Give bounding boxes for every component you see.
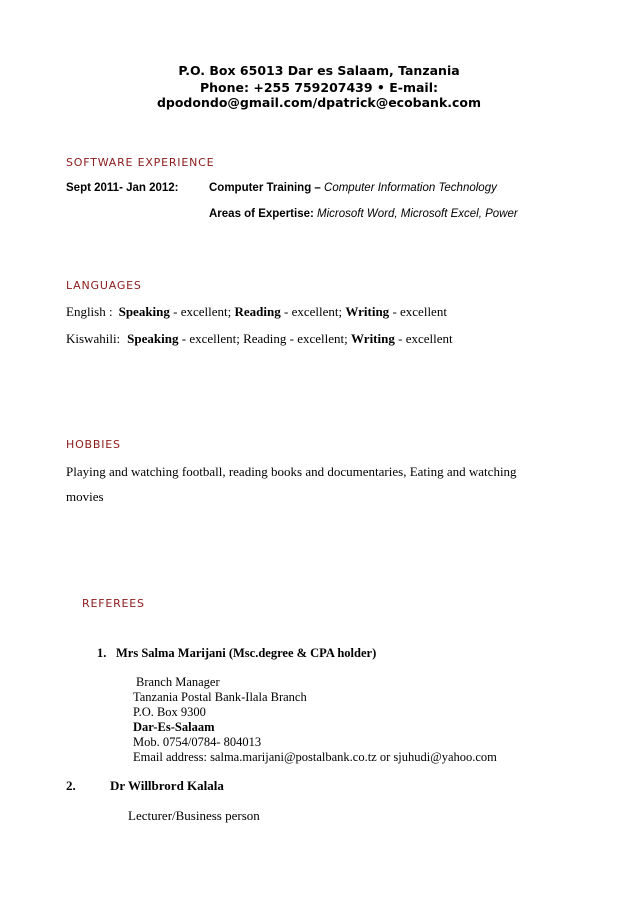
referee-1-email: Email address: salma.marijani@postalbank.co.tz or sjuhudi@yahoo.com — [133, 750, 497, 764]
header-emails: dpodondo@gmail.com/dpatrick@ecobank.com — [156, 95, 482, 110]
hobbies-line-1: Playing and watching football, reading books and documentaries, Eating and watching — [66, 464, 517, 479]
header-phone: Phone: +255 759207439 • E-mail: — [199, 80, 439, 95]
software-areas-detail: Microsoft Word, Microsoft Excel, Power — [317, 208, 518, 220]
speaking-value: - excellent; — [169, 304, 235, 319]
reading-label: Reading — [234, 304, 281, 319]
section-title-referees: REFEREES — [82, 597, 145, 610]
referee-1-box: P.O. Box 9300 — [133, 705, 206, 719]
language-name: Kiswahili: — [66, 331, 121, 346]
referee-1-city: Dar-Es-Salaam — [133, 720, 215, 734]
speaking-label: Speaking — [118, 304, 170, 319]
referee-1-number: 1. — [97, 646, 107, 660]
referee-1-name: Mrs Salma Marijani (Msc.degree & CPA holder) — [116, 646, 377, 660]
header-address: P.O. Box 65013 Dar es Salaam, Tanzania — [178, 63, 460, 78]
speaking-value: - excellent; Reading - excellent; — [178, 331, 352, 346]
software-role-label: Computer Training – — [209, 182, 321, 194]
hobbies-line-2: movies — [66, 489, 104, 504]
referee-1-mob: Mob. 0754/0784- 804013 — [133, 735, 262, 749]
language-row-kiswahili — [66, 331, 453, 347]
referee-2-number: 2. — [66, 778, 76, 793]
reading-value: - excellent; — [280, 304, 346, 319]
software-areas-label: Areas of Expertise: — [209, 208, 314, 220]
referee-2-position: Lecturer/Business person — [128, 808, 260, 823]
language-row-english — [66, 304, 447, 320]
referee-1-position: Branch Manager — [136, 675, 220, 689]
section-title-software: SOFTWARE EXPERIENCE — [66, 156, 215, 169]
writing-label: Writing — [351, 331, 395, 346]
software-role-detail: Computer Information Technology — [324, 182, 497, 194]
writing-value: - excellent — [394, 331, 453, 346]
software-role — [209, 182, 497, 194]
speaking-label: Speaking — [127, 331, 179, 346]
writing-value: - excellent — [389, 304, 447, 319]
section-title-languages: LANGUAGES — [66, 279, 142, 292]
referee-2-name: Dr Willbrord Kalala — [110, 778, 224, 793]
software-areas — [209, 208, 518, 220]
writing-label: Writing — [345, 304, 390, 319]
section-title-hobbies: HOBBIES — [66, 438, 121, 451]
language-name: English : — [66, 304, 113, 319]
software-dates: Sept 2011- Jan 2012: — [66, 182, 179, 194]
referee-1-org: Tanzania Postal Bank-Ilala Branch — [133, 690, 307, 704]
